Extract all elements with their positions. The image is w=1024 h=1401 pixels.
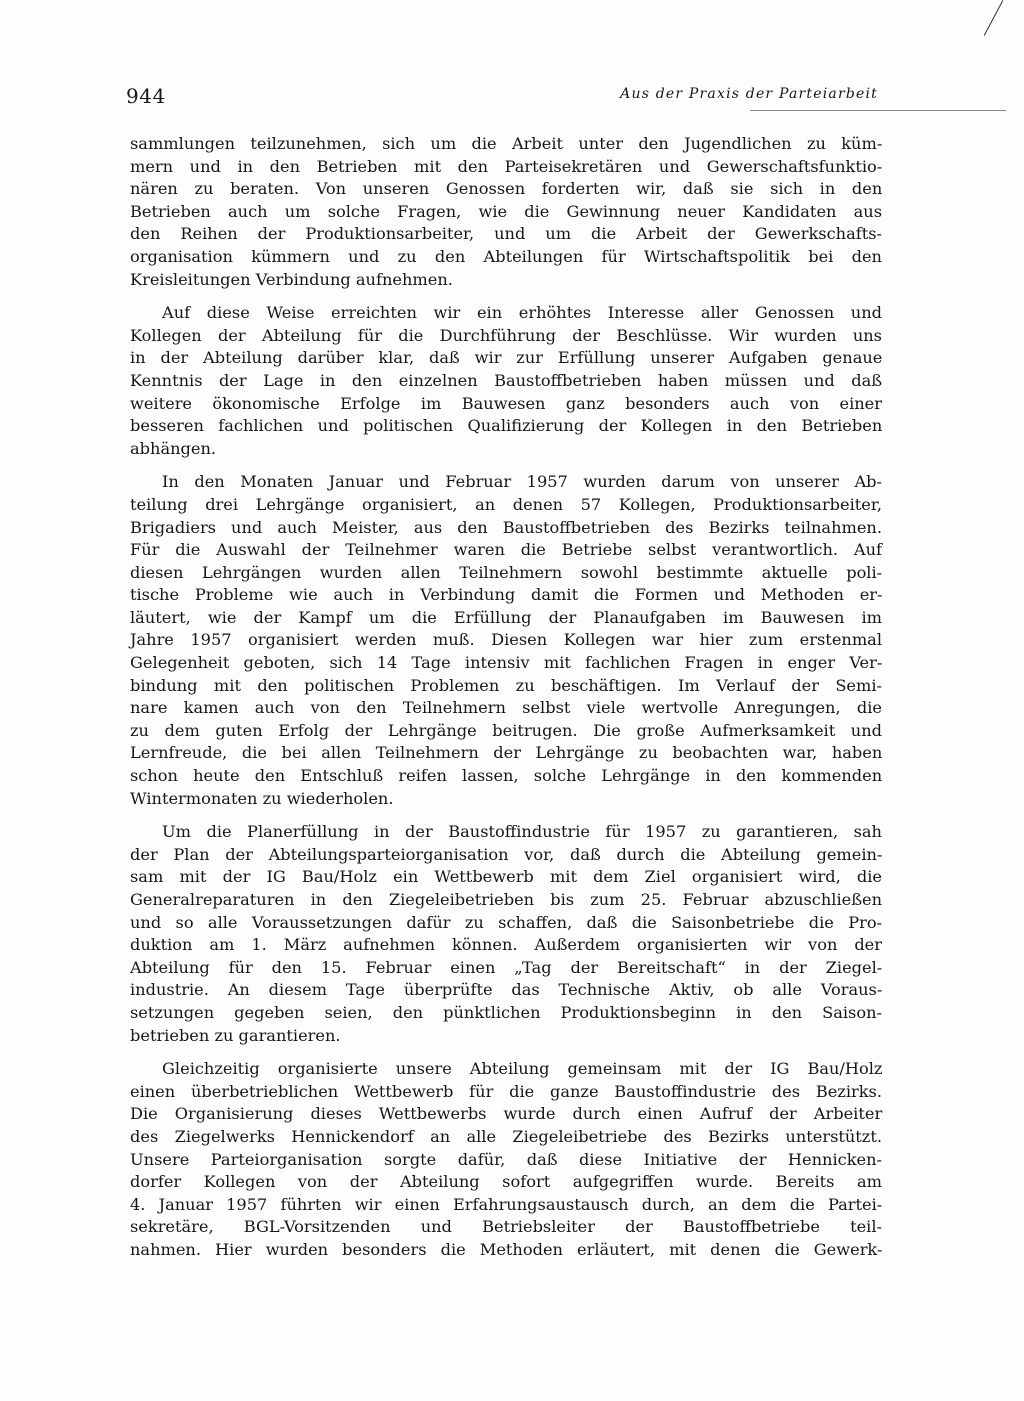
text-line: in der Abteilung darüber klar, daß wir zur Erfüllung unserer Aufgaben genaue [130, 348, 883, 368]
text-line: dorfer Kollegen von der Abteilung sofort aufgegriffen wurde. Bereits am [130, 1172, 882, 1192]
text-line: Wintermonaten zu wiederholen. [130, 788, 394, 808]
paragraph [130, 133, 882, 291]
text-line: Für die Auswahl der Teilnehmer waren die Betriebe selbst verantwortlich. Auf [130, 540, 882, 560]
text-line: tische Probleme wie auch in Verbindung damit die Formen und Methoden er- [130, 585, 883, 605]
text-line: schon heute den Entschluß reifen lassen, solche Lehrgänge in den kommenden [130, 766, 883, 786]
paragraph [130, 1058, 882, 1261]
text-line: Gelegenheit geboten, sich 14 Tage intensiv mit fachlichen Fragen in enger Ver- [130, 653, 883, 673]
text-line: organisation kümmern und zu den Abteilungen für Wirtschaftspolitik bei den [130, 246, 882, 266]
text-line: Auf diese Weise erreichten wir ein erhöhtes Interesse aller Genossen und [162, 303, 882, 323]
text-line: des Ziegelwerks Hennickendorf an alle Ziegeleibetriebe des Bezirks unterstützt. [130, 1126, 882, 1146]
text-line: Kreisleitungen Verbindung aufnehmen. [130, 269, 453, 289]
text-line: der Plan der Abteilungsparteiorganisation vor, daß durch die Abteilung gemein- [130, 844, 883, 864]
page-number: 944 [126, 84, 166, 108]
text-line: abhängen. [130, 438, 217, 458]
running-head: Aus der Praxis der Parteiarbeit [620, 86, 878, 102]
text-line: und so alle Voraussetzungen dafür zu schaffen, daß die Saisonbetriebe die Pro- [130, 912, 883, 932]
text-line: Kenntnis der Lage in den einzelnen Baustoffbetrieben haben müssen und daß [130, 370, 883, 390]
text-line: Abteilung für den 15. Februar einen „Tag der Bereitschaft“ in der Ziegel- [130, 957, 883, 977]
text-line: Um die Planerfüllung in der Baustoffindustrie für 1957 zu garantieren, sah [162, 822, 882, 842]
text-line: sammlungen teilzunehmen, sich um die Arbeit unter den Jugendlichen zu küm- [130, 134, 883, 153]
text-line: besseren fachlichen und politischen Qualifizierung der Kollegen in den Betrieben [130, 416, 883, 436]
text-line: nären zu beraten. Von unseren Genossen forderten wir, daß sie sich in den [130, 179, 883, 199]
text-line: einen überbetrieblichen Wettbewerb für die ganze Baustoffindustrie des Bezirks. [130, 1081, 883, 1101]
text-line: duktion am 1. März aufnehmen können. Außerdem organisierten wir von der [130, 935, 882, 955]
scan-artifact-mark [984, 0, 1004, 36]
text-line: Jahre 1957 organisiert werden muß. Diesen Kollegen war hier zum erstenmal [130, 630, 882, 650]
text-line: weitere ökonomische Erfolge im Bauwesen ganz besonders auch von einer [130, 393, 882, 413]
text-line: Betrieben auch um solche Fragen, wie die Gewinnung neuer Kandidaten aus [130, 201, 882, 221]
text-line: 4. Januar 1957 führten wir einen Erfahrungsaustausch durch, an dem die Partei- [130, 1194, 883, 1214]
text-line: Unsere Parteiorganisation sorgte dafür, daß diese Initiative der Hennicken- [130, 1149, 882, 1169]
header-rule [750, 110, 1006, 111]
text-line: läutert, wie der Kampf um die Erfüllung der Planaufgaben im Bauwesen im [130, 607, 882, 627]
text-line: Generalreparaturen in den Ziegeleibetrieben bis zum 25. Februar abzuschließen [130, 890, 883, 909]
paragraph [130, 821, 882, 1047]
text-line: mern und in den Betrieben mit den Parteisekretären und Gewerschaftsfunktio- [130, 156, 883, 176]
text-line: den Reihen der Produktionsarbeiter, und um die Arbeit der Gewerkschafts- [130, 224, 882, 244]
paragraph [130, 471, 882, 810]
text-line: bindung mit den politischen Problemen zu beschäftigen. Im Verlauf der Semi- [130, 675, 882, 695]
text-line: setzungen gegeben seien, den pünktlichen Produktionsbeginn in den Saison- [130, 1002, 882, 1022]
text-line: zu dem guten Erfolg der Lehrgänge beitrugen. Die große Aufmerksamkeit und [130, 720, 882, 740]
page-header [126, 84, 878, 112]
text-line: teilung drei Lehrgänge organisiert, an denen 57 Kollegen, Produktionsarbeiter, [130, 494, 882, 514]
text-line: Kollegen der Abteilung für die Durchführung der Beschlüsse. Wir wurden uns [130, 325, 882, 345]
text-line: sam mit der IG Bau/Holz ein Wettbewerb mit dem Ziel organisiert wird, die [130, 867, 882, 887]
text-line: nahmen. Hier wurden besonders die Methoden erläutert, mit denen die Gewerk- [130, 1239, 883, 1259]
body-text [130, 133, 882, 1273]
text-line: industrie. An diesem Tage überprüfte das Technische Aktiv, ob alle Voraus- [130, 980, 883, 1000]
paragraph [130, 302, 882, 460]
text-line: Gleichzeitig organisierte unsere Abteilung gemeinsam mit der IG Bau/Holz [162, 1059, 883, 1079]
text-line: sekretäre, BGL-Vorsitzenden und Betriebsleiter der Baustoffbetriebe teil- [130, 1217, 882, 1237]
text-line: In den Monaten Januar und Februar 1957 wurden darum von unserer Ab- [162, 472, 882, 492]
text-line: nare kamen auch von den Teilnehmern selbst viele wertvolle Anregungen, die [130, 698, 882, 718]
text-line: Lernfreude, die bei allen Teilnehmern der Lehrgänge zu beobachten war, haben [130, 743, 883, 763]
text-line: diesen Lehrgängen wurden allen Teilnehmern sowohl bestimmte aktuelle poli- [130, 562, 883, 582]
text-line: betrieben zu garantieren. [130, 1025, 341, 1045]
text-line: Die Organisierung dieses Wettbewerbs wurde durch einen Aufruf der Arbeiter [130, 1104, 883, 1124]
text-line: Brigadiers und auch Meister, aus den Baustoffbetrieben des Bezirks teilnahmen. [130, 517, 882, 537]
